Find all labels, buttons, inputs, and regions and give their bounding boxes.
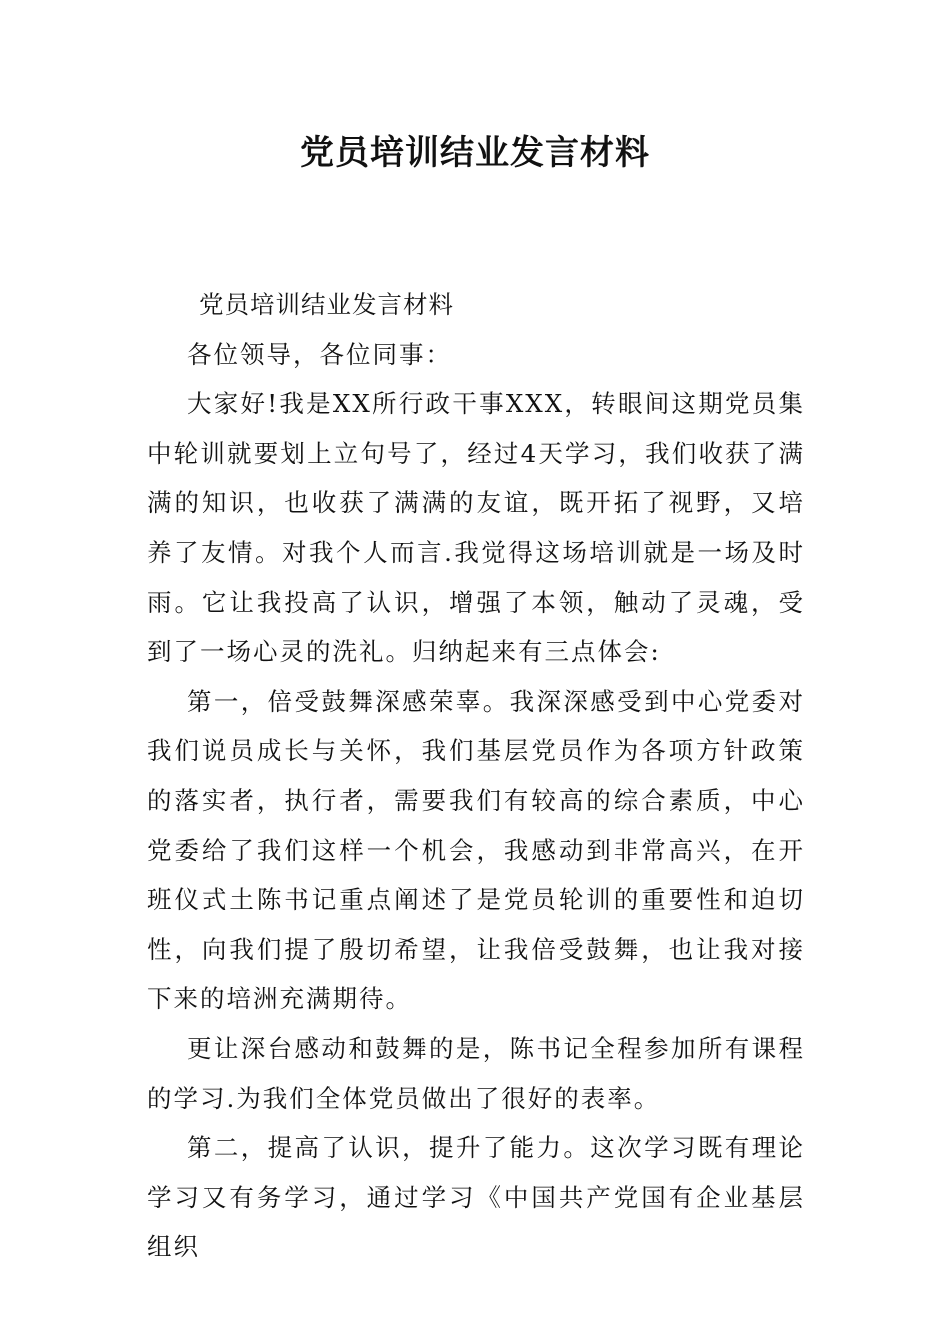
paragraph-point-one: 第一，倍受鼓舞深感荣辜。我深深感受到中心党委对我们说员成长与关怀，我们基层党员作为各项方针政策的落实者，执行者，需要我们有较高的综合素质，中心党委给了我们这样一个机会，我感动到非常高兴，在开班仪式土陈书记重点阐述了是党员轮训的重要性和迫切性，向我们提了殷切希望，让我倍受鼓舞，也让我对接下来的培洲充满期待。 (147, 686, 805, 1014)
paragraph-intro: 大家好!我是XX所行政干事XXX，转眼间这期党员集中轮训就要划上立句号了，经过4天学习，我们收获了满满的知识，也收获了满满的友谊，既开拓了视野，又培养了友情。对我个人而言.我觉得这场培训就是一场及时雨。它让我投高了认识，增强了本领，触动了灵魂，受到了一场心灵的洗礼。归纳起来有三点体会: (147, 389, 805, 667)
paragraph-example: 更让深台感动和鼓舞的是，陈书记全程参加所有课程的学习.为我们全体党员做出了很好的表率。 (147, 1033, 805, 1113)
document-subtitle: 党员培训结业发言材料 (199, 290, 454, 319)
salutation: 各位领导，各位同事： (187, 339, 452, 369)
document-body (147, 280, 805, 1272)
paragraph-point-two: 第二，提高了认识，提升了能力。这次学习既有理论学习又有务学习，通过学习《中国共产党国有企业基层组织 (147, 1133, 805, 1262)
document-title: 党员培训结业发言材料 (300, 133, 650, 173)
